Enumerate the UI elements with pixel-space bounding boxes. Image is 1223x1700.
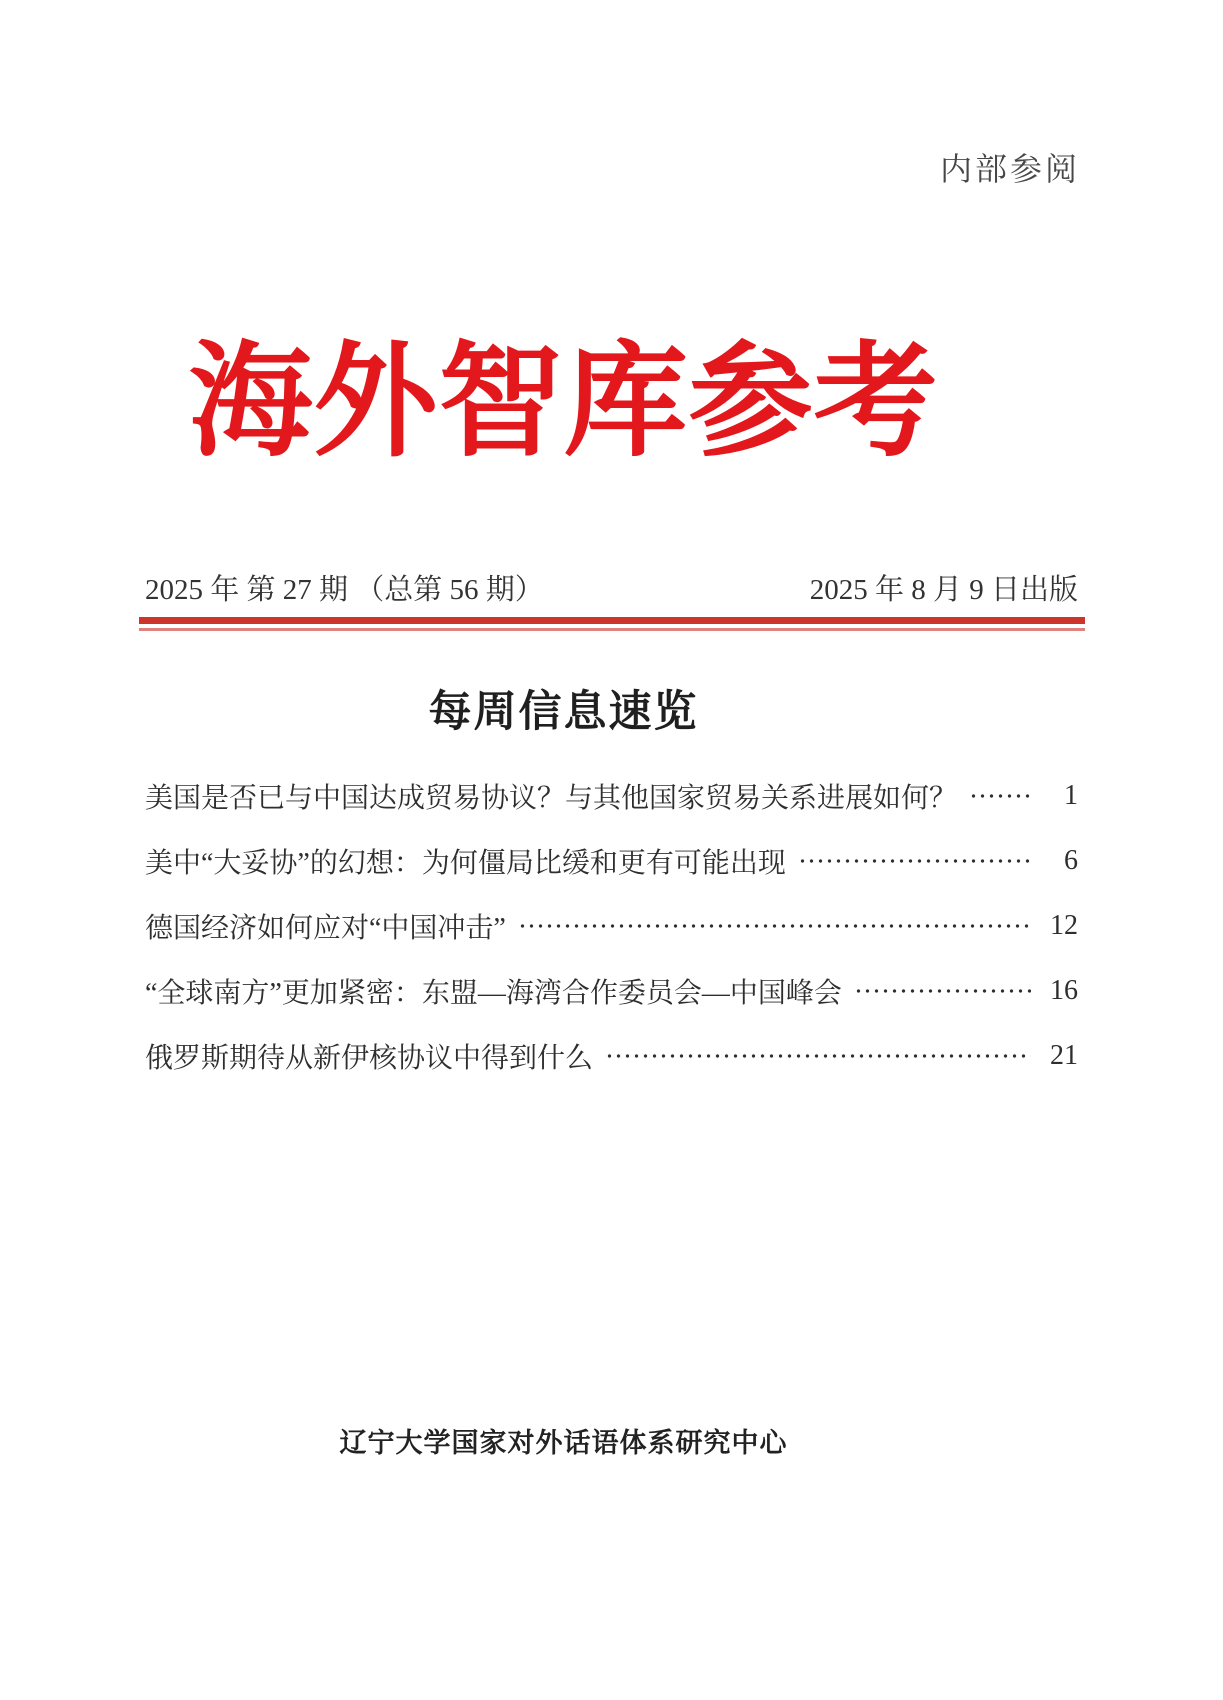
toc-page-number: 12 <box>1050 910 1078 941</box>
rule-thick <box>139 617 1085 624</box>
leader-dots <box>969 790 1031 802</box>
leader-dots <box>854 985 1031 997</box>
toc-item <box>145 844 1078 878</box>
toc-page-number: 16 <box>1050 975 1078 1006</box>
toc-item-title: “全球南方”更加紧密：东盟—海湾合作委员会—中国峰会 <box>145 978 842 1009</box>
toc-page-number: 1 <box>1064 780 1078 811</box>
issue-number: 2025 年 第 27 期 （总第 56 期） <box>145 574 544 606</box>
classification-label: 内部参阅 <box>939 151 1080 187</box>
toc-item-title: 美国是否已与中国达成贸易协议？与其他国家贸易关系进展如何？ <box>145 783 958 814</box>
issue-row <box>145 567 1078 608</box>
toc-item-title: 俄罗斯期待从新伊核协议中得到什么 <box>145 1043 594 1074</box>
rule-thin <box>139 628 1085 631</box>
publisher-institution: 辽宁大学国家对外话语体系研究中心 <box>339 1428 788 1458</box>
toc-item <box>145 974 1078 1008</box>
toc-item-title: 德国经济如何应对“中国冲击” <box>145 913 506 944</box>
toc-page-number: 6 <box>1064 845 1078 876</box>
table-of-contents <box>145 779 1078 1104</box>
masthead-title: 海外智库参考 <box>188 334 939 471</box>
toc-item <box>145 779 1078 813</box>
leader-dots <box>798 855 1031 867</box>
leader-dots <box>605 1050 1031 1062</box>
double-red-rule <box>139 617 1085 631</box>
publication-date: 2025 年 8 月 9 日出版 <box>809 574 1078 606</box>
toc-page-number: 21 <box>1050 1040 1078 1071</box>
leader-dots <box>518 920 1031 932</box>
toc-item <box>145 909 1078 943</box>
toc-item-title: 美中“大妥协”的幻想：为何僵局比缓和更有可能出现 <box>145 848 786 879</box>
section-title: 每周信息速览 <box>428 688 699 736</box>
toc-item <box>145 1039 1078 1073</box>
